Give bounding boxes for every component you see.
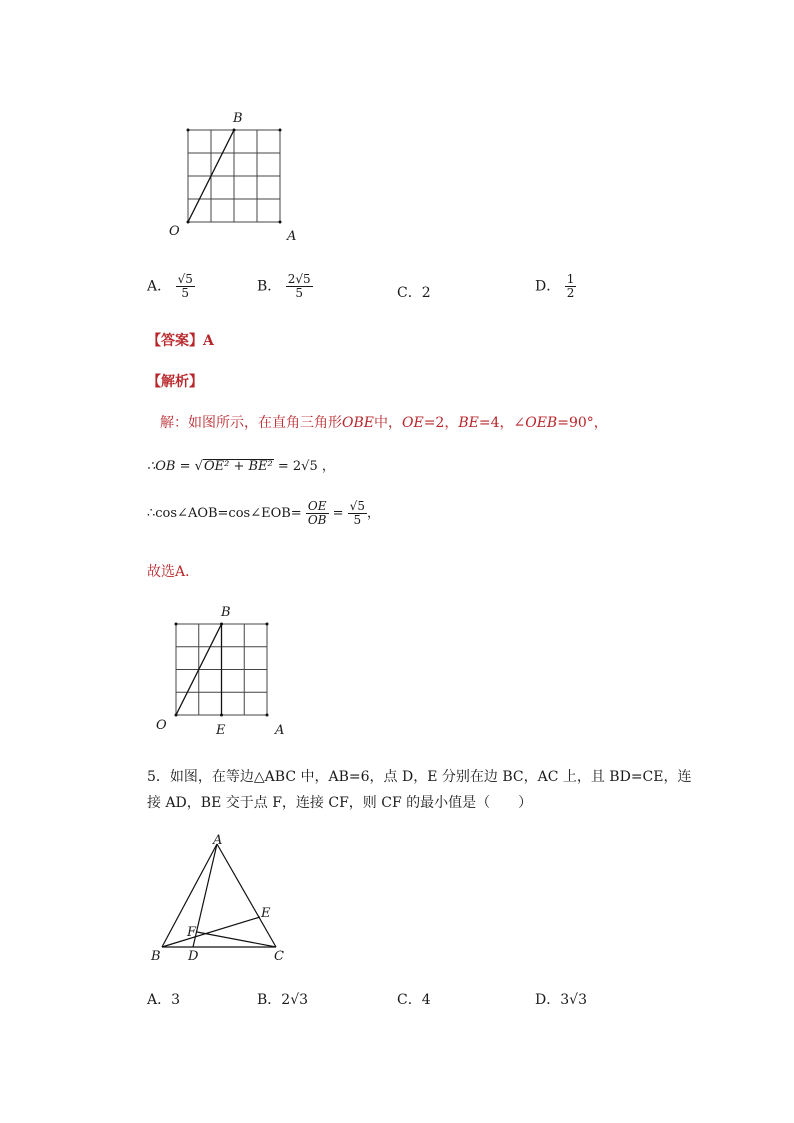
text: =90°， (557, 415, 608, 431)
label-c: C (274, 949, 284, 964)
numerator: 1 (566, 272, 575, 286)
question-5-line-2: 接 AD，BE 交于点 F，连接 CF，则 CF 的最小值是（ ） (147, 795, 533, 811)
analysis-heading: 【解析】 (147, 374, 203, 390)
text: BE (458, 415, 479, 431)
numerator: OE (306, 500, 329, 514)
text: =2， (423, 415, 459, 431)
option-c (397, 282, 431, 302)
analysis-line-1 (160, 412, 608, 432)
denominator: 5 (295, 286, 304, 300)
question-5-line-1: 5．如图，在等边△ABC 中，AB=6，点 D，E 分别在边 BC，AC 上，且 BD=CE，连 (147, 769, 692, 785)
text: = 2√5 ， (273, 459, 335, 474)
label-d: D (188, 949, 199, 964)
denominator: OB (307, 513, 327, 527)
option-a (147, 273, 195, 300)
sqrt-symbol: √ (194, 459, 203, 474)
q5-option-c (397, 989, 431, 1009)
radicand: OE² + BE² (203, 459, 273, 474)
text: = (328, 506, 348, 521)
text: 解：如图所示，在直角三角形 (160, 415, 342, 431)
analysis-line-2 (147, 455, 335, 474)
label-o: O (156, 718, 167, 733)
text: 中， (374, 415, 402, 431)
segment-be (162, 917, 260, 947)
label-o: O (169, 224, 180, 239)
q5-option-d (535, 989, 587, 1009)
answer-heading: 【答案】 (147, 333, 203, 349)
label-e: E (216, 723, 226, 738)
fraction (565, 273, 577, 300)
text: OBE (342, 415, 374, 431)
text: OEB (525, 415, 558, 431)
figure-3-triangle (140, 830, 300, 970)
option-value: 3 (171, 992, 181, 1008)
option-letter: D． (535, 278, 561, 295)
option-d (535, 273, 576, 300)
fraction (286, 273, 313, 300)
option-value: 4 (421, 992, 431, 1008)
option-letter: D． (535, 992, 561, 1008)
numerator: √5 (349, 499, 365, 513)
text: ， (366, 506, 380, 521)
text: OE (402, 415, 424, 431)
numerator: √5 (177, 272, 193, 286)
label-b: B (151, 949, 161, 964)
option-letter: A． (147, 278, 172, 295)
option-b (257, 273, 313, 300)
q5-option-a (147, 989, 180, 1009)
segment-cf (197, 932, 276, 947)
numerator: 2√5 (287, 272, 311, 286)
option-value: 2 (421, 285, 431, 301)
analysis-line-3 (147, 500, 380, 527)
label-e: E (261, 906, 271, 921)
option-letter: A． (147, 992, 172, 1008)
option-letter: B． (257, 278, 282, 295)
denominator: 5 (181, 286, 190, 300)
denominator: 2 (566, 286, 575, 300)
label-b: B (233, 111, 243, 126)
option-letter: C． (397, 992, 422, 1008)
denominator: 5 (353, 513, 362, 527)
text: ∴OB (147, 459, 176, 474)
text: A． (175, 564, 200, 580)
label-f: F (187, 925, 197, 940)
fraction (348, 500, 367, 527)
figure-2-grid (150, 598, 310, 743)
text: 故选 (147, 564, 175, 580)
label-a: A (287, 229, 297, 244)
option-value: 3√3 (560, 992, 587, 1008)
text: ∴cos∠AOB=cos∠EOB= (147, 506, 302, 521)
label-a: A (213, 833, 223, 848)
fraction (176, 273, 195, 300)
text: = (175, 459, 195, 474)
label-a: A (275, 723, 285, 738)
answer-section (147, 330, 214, 350)
conclusion (147, 561, 199, 581)
option-letter: C． (397, 285, 422, 301)
answer-value: A (203, 333, 214, 349)
label-b: B (221, 605, 231, 620)
option-value: 2√3 (281, 992, 309, 1008)
fraction (306, 500, 329, 527)
q5-option-b (257, 989, 308, 1009)
text: =4，∠ (478, 415, 526, 431)
option-letter: B． (257, 992, 282, 1008)
figure-1-grid (160, 105, 320, 245)
